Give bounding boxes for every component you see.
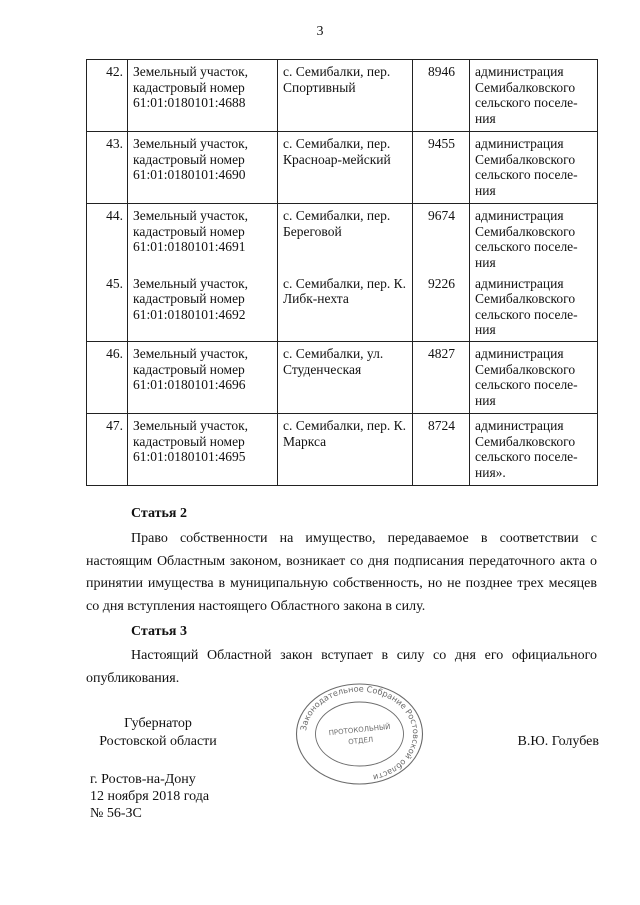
recipient-cell: администрация Семибалковского сельского поселе-ния	[470, 132, 598, 204]
signing-city: г. Ростов-на-Дону	[90, 772, 196, 787]
signing-date: 12 ноября 2018 года	[90, 789, 210, 804]
row-number: 45.	[87, 276, 128, 342]
seal-center-line-1: ПРОТОКОЛЬНЫЙ	[328, 722, 391, 738]
object-cell: Земельный участок, кадастровый номер 61:01:0180101:4692	[128, 276, 278, 342]
area-cell: 4827	[413, 342, 470, 414]
table-row	[87, 342, 598, 414]
row-number: 44.	[87, 204, 128, 276]
area-cell: 9674	[413, 204, 470, 276]
row-number: 43.	[87, 132, 128, 204]
area-cell: 9455	[413, 132, 470, 204]
table-row	[87, 60, 598, 132]
recipient-cell: администрация Семибалковского сельского поселе-ния	[470, 276, 598, 342]
address-cell: с. Семибалки, пер. К. Либк-нехта	[278, 276, 413, 342]
page-number: 3	[316, 24, 324, 39]
address-cell: с. Семибалки, пер. К. Маркса	[278, 414, 413, 486]
article-2-text: Право собственности на имущество, передаваемое в соответствии с настоящим Областным законом, возникает со дня подписания передаточного акта о принятии имущества в муниципальную собственность, но не позднее трех месяцев со дня вступления настоящего Областного закона в силу.	[86, 531, 597, 614]
object-cell: Земельный участок, кадастровый номер 61:01:0180101:4691	[128, 204, 278, 276]
address-cell: с. Семибалки, пер. Красноар-мейский	[278, 132, 413, 204]
table-row	[87, 132, 598, 204]
property-table	[86, 59, 598, 486]
article-2-title: Статья 2	[131, 506, 187, 521]
table-row	[87, 414, 598, 486]
table-row	[87, 204, 598, 276]
signatory-name: В.Ю. Голубев	[517, 734, 599, 749]
object-cell: Земельный участок, кадастровый номер 61:01:0180101:4690	[128, 132, 278, 204]
row-number: 46.	[87, 342, 128, 414]
recipient-cell: администрация Семибалковского сельского поселе-ния	[470, 342, 598, 414]
seal-center-line-2: ОТДЕЛ	[347, 735, 374, 747]
area-cell: 9226	[413, 276, 470, 342]
official-seal	[292, 682, 427, 787]
position-line-2: Ростовской области	[99, 734, 217, 749]
article-3-title: Статья 3	[131, 624, 187, 639]
place-date-block	[90, 771, 209, 822]
position-line-1: Губернатор	[124, 716, 192, 731]
address-cell: с. Семибалки, ул. Студенческая	[278, 342, 413, 414]
row-number: 42.	[87, 60, 128, 132]
area-cell: 8946	[413, 60, 470, 132]
recipient-cell: администрация Семибалковского сельского поселе-ния	[470, 60, 598, 132]
recipient-cell: администрация Семибалковского сельского поселе-ния».	[470, 414, 598, 486]
recipient-cell: администрация Семибалковского сельского поселе-ния	[470, 204, 598, 276]
law-number: № 56-ЗС	[90, 806, 142, 821]
object-cell: Земельный участок, кадастровый номер 61:01:0180101:4695	[128, 414, 278, 486]
article-3-text: Настоящий Областной закон вступает в силу со дня его официального опубликования.	[86, 648, 597, 686]
signatory-position	[90, 715, 226, 751]
row-number: 47.	[87, 414, 128, 486]
object-cell: Земельный участок, кадастровый номер 61:01:0180101:4688	[128, 60, 278, 132]
address-cell: с. Семибалки, пер. Береговой	[278, 204, 413, 276]
table-row	[87, 276, 598, 342]
address-cell: с. Семибалки, пер. Спортивный	[278, 60, 413, 132]
area-cell: 8724	[413, 414, 470, 486]
object-cell: Земельный участок, кадастровый номер 61:01:0180101:4696	[128, 342, 278, 414]
seal-ring-text-path: Законодательное Собрание Ростовской области	[298, 683, 422, 783]
